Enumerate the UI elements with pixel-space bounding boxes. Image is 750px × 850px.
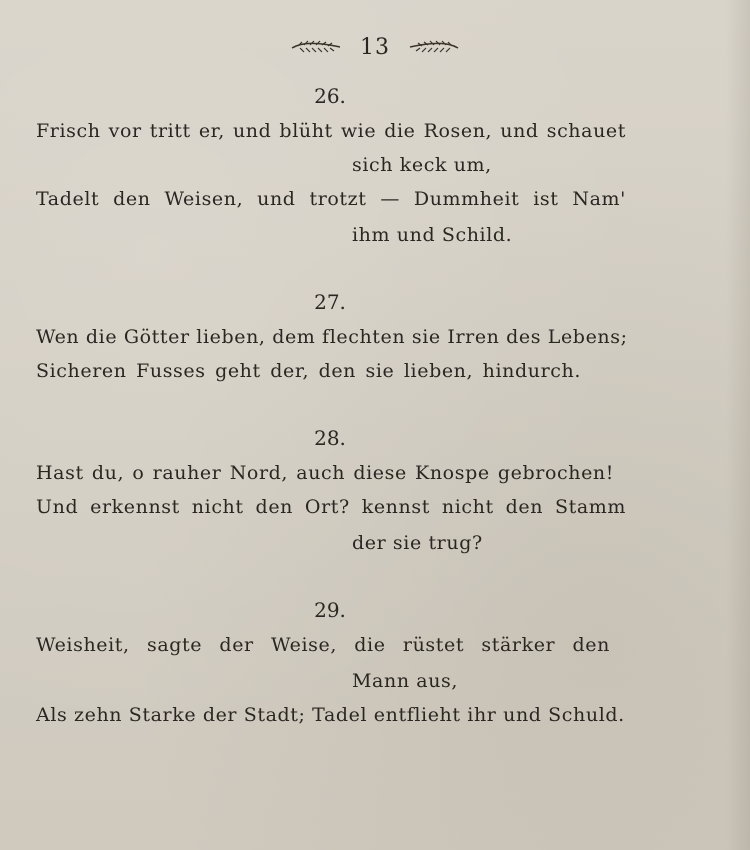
page-edge-shadow — [726, 0, 750, 850]
verse-line: Wen die Götter lieben, dem flechten sie Irren des Lebens; — [36, 326, 628, 348]
page-number: 13 — [360, 34, 390, 60]
verse-number: 29. — [314, 598, 346, 622]
verse-line: Tadelt den Weisen, und trotzt — Dummheit ist Nam' — [36, 188, 626, 210]
verse-line: Frisch vor tritt er, und blüht wie die Rosen, und schauet — [36, 120, 626, 142]
verse-line: Als zehn Starke der Stadt; Tadel entflieht ihr und Schuld. — [36, 704, 625, 726]
leaf-flourish-left-icon — [290, 39, 342, 55]
verse-line-continuation: der sie trug? — [352, 532, 483, 554]
verse-number: 27. — [314, 290, 346, 314]
verse-line: Sicheren Fusses geht der, den sie lieben, hindurch. — [36, 360, 581, 382]
page-header — [0, 30, 750, 64]
verse-number: 28. — [314, 426, 346, 450]
verse-line: Und erkennst nicht den Ort? kennst nicht den Stamm — [36, 496, 626, 518]
verse-line-continuation: ihm und Schild. — [352, 224, 513, 246]
verse-line-continuation: Mann aus, — [352, 670, 459, 692]
verse-line: Hast du, o rauher Nord, auch diese Knospe gebrochen! — [36, 462, 614, 484]
verse-line-continuation: sich keck um, — [352, 154, 492, 176]
verse-line: Weisheit, sagte der Weise, die rüstet stärker den — [36, 634, 610, 656]
verse-number: 26. — [314, 84, 346, 108]
leaf-flourish-right-icon — [408, 39, 460, 55]
